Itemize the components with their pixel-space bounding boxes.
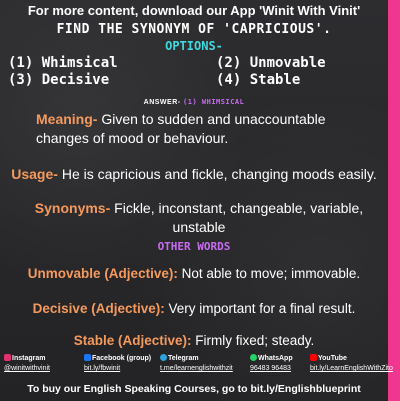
social-telegram[interactable]	[160, 354, 233, 373]
other-words-title: OTHER WORDS	[157, 240, 231, 253]
social-name: WhatsApp	[258, 355, 293, 362]
social-name: Telegram	[168, 355, 199, 362]
whatsapp-icon	[250, 354, 257, 361]
synonyms-text: Fickle, inconstant, changeable, variable, unstable	[114, 200, 364, 235]
social-instagram[interactable]	[4, 354, 50, 373]
youtube-icon	[310, 354, 317, 361]
app-promo-banner: For more content, download our App 'Winit With Vinit'	[27, 3, 361, 18]
facebook-icon	[84, 354, 91, 361]
other-word-stable	[0, 333, 388, 348]
social-handle[interactable]: bit.ly/LearnEnglishWithZito	[310, 365, 393, 372]
pink-side-bar	[388, 0, 400, 401]
social-handle[interactable]: bit.ly/fbwinit	[84, 365, 121, 372]
social-name: YouTube	[318, 355, 347, 362]
telegram-icon	[160, 354, 167, 361]
footer-course-promo: To buy our English Speaking Courses, go to bit.ly/Englishblueprint	[27, 383, 361, 395]
social-name: Facebook (group)	[92, 355, 152, 362]
synonyms-block	[34, 199, 364, 237]
synonyms-label: Synonyms-	[34, 200, 111, 216]
social-youtube[interactable]	[310, 354, 393, 373]
option-3: (3) Decisive	[8, 72, 110, 88]
social-handle[interactable]: @winitwithvinit	[4, 365, 51, 372]
meaning-block	[36, 110, 366, 148]
answer-line	[0, 98, 388, 106]
other-word-unmovable	[0, 266, 388, 281]
social-handle[interactable]: t.me/learnenglishwithzit	[160, 365, 233, 372]
social-whatsapp[interactable]	[250, 354, 293, 373]
other-word-text: Firmly fixed; steady.	[195, 333, 315, 348]
answer-label: ANSWER-	[143, 99, 181, 106]
social-name: Instagram	[12, 355, 46, 362]
meaning-text: Given to sudden and unaccountable changes of mood or behaviour.	[36, 111, 326, 146]
other-word-label: Stable (Adjective):	[73, 333, 192, 348]
other-word-label: Unmovable (Adjective):	[27, 266, 178, 281]
social-handle[interactable]: 96483 96483	[250, 365, 291, 372]
usage-block	[0, 165, 388, 184]
usage-label: Usage-	[11, 166, 58, 182]
question-heading: FIND THE SYNONYM OF 'CAPRICIOUS'.	[56, 22, 332, 37]
option-4: (4) Stable	[216, 72, 301, 88]
social-facebook[interactable]	[84, 354, 151, 373]
option-1: (1) Whimsical	[8, 55, 118, 71]
instagram-icon	[4, 354, 11, 361]
meaning-label: Meaning-	[36, 111, 98, 127]
options-title: OPTIONS-	[165, 39, 223, 53]
other-word-text: Not able to move; immovable.	[181, 266, 361, 281]
option-2: (2) Unmovable	[216, 55, 326, 71]
other-word-label: Decisive (Adjective):	[32, 301, 165, 316]
answer-value: (1) WHIMSICAL	[183, 98, 245, 106]
other-word-text: Very important for a final result.	[168, 301, 356, 316]
other-word-decisive	[0, 301, 388, 316]
usage-text: He is capricious and fickle, changing moods easily.	[61, 166, 377, 182]
